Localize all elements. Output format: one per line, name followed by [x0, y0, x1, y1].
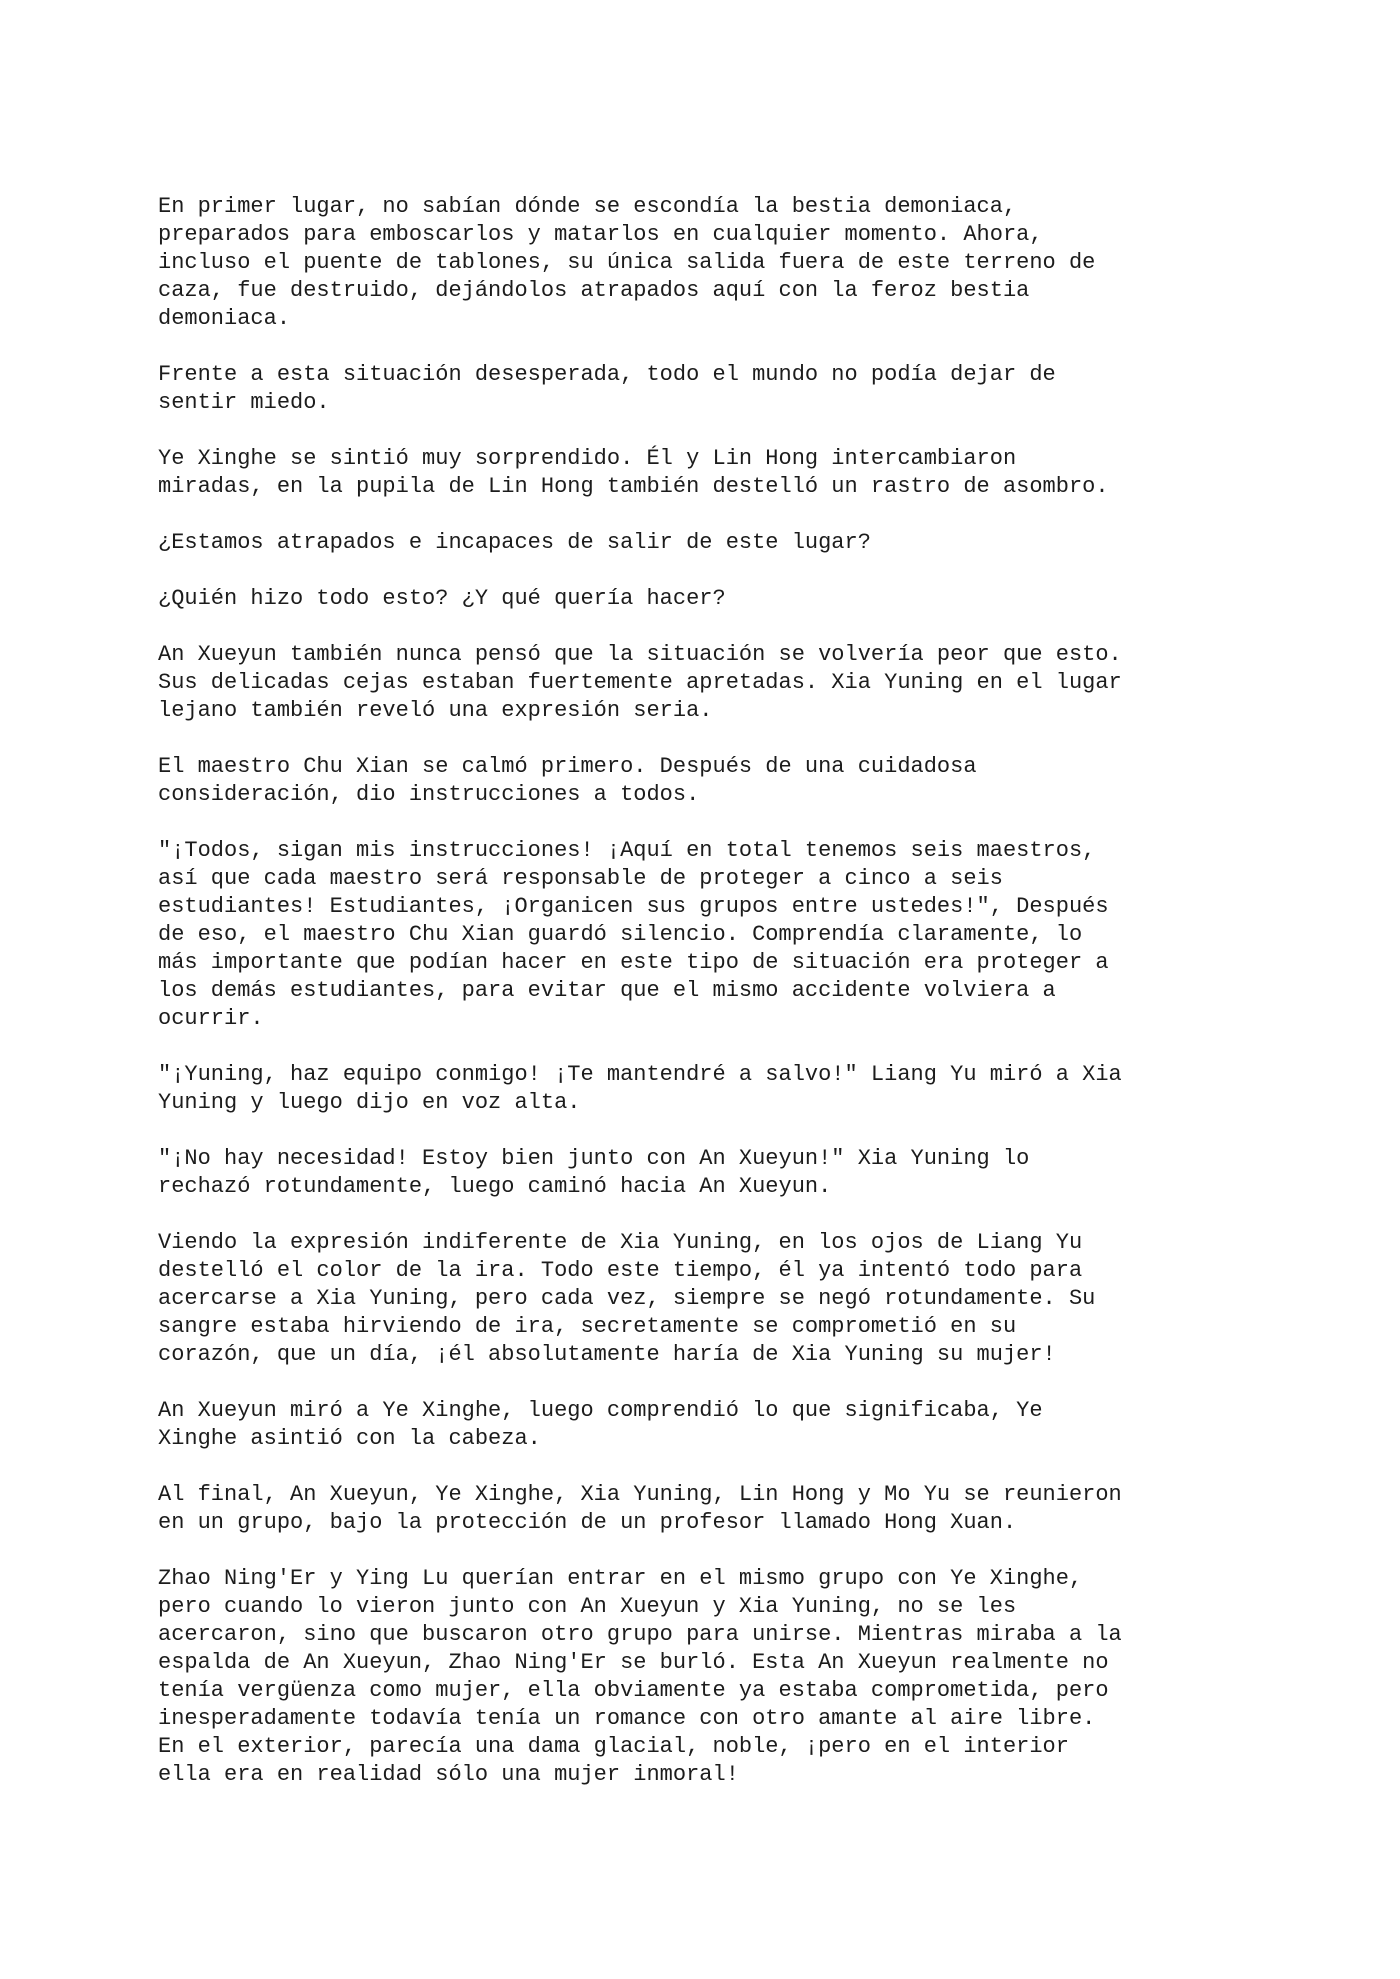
paragraph-line: en un grupo, bajo la protección de un profesor llamado Hong Xuan. [158, 1510, 1017, 1535]
paragraph-line: los demás estudiantes, para evitar que el mismo accidente volviera a [158, 978, 1056, 1003]
paragraph-line: de eso, el maestro Chu Xian guardó silencio. Comprendía claramente, lo [158, 922, 1083, 947]
paragraph-line: inesperadamente todavía tenía un romance con otro amante al aire libre. [158, 1706, 1096, 1731]
paragraph-line: Viendo la expresión indiferente de Xia Yuning, en los ojos de Liang Yu [158, 1230, 1083, 1255]
paragraph-line: ¿Quién hizo todo esto? ¿Y qué quería hacer? [158, 586, 726, 611]
paragraph [158, 193, 1288, 333]
paragraph-line: preparados para emboscarlos y matarlos en cualquier momento. Ahora, [158, 222, 1043, 247]
paragraph [158, 1229, 1288, 1369]
paragraph-line: estudiantes! Estudiantes, ¡Organicen sus grupos entre ustedes!", Después [158, 894, 1109, 919]
paragraph-line: El maestro Chu Xian se calmó primero. Después de una cuidadosa [158, 754, 977, 779]
paragraph-line: más importante que podían hacer en este tipo de situación era proteger a [158, 950, 1109, 975]
paragraph [158, 1397, 1288, 1453]
paragraph [158, 445, 1288, 501]
paragraph-line: An Xueyun también nunca pensó que la situación se volvería peor que esto. [158, 642, 1122, 667]
paragraph-line: caza, fue destruido, dejándolos atrapados aquí con la feroz bestia [158, 278, 1030, 303]
paragraph-line: espalda de An Xueyun, Zhao Ning'Er se burló. Esta An Xueyun realmente no [158, 1650, 1109, 1675]
paragraph-line: consideración, dio instrucciones a todos. [158, 782, 700, 807]
paragraph-line: miradas, en la pupila de Lin Hong también destelló un rastro de asombro. [158, 474, 1109, 499]
paragraph-line: rechazó rotundamente, luego caminó hacia An Xueyun. [158, 1174, 832, 1199]
paragraph-line: acercarse a Xia Yuning, pero cada vez, siempre se negó rotundamente. Su [158, 1286, 1096, 1311]
paragraph [158, 361, 1288, 417]
paragraph-line: Sus delicadas cejas estaban fuertemente apretadas. Xia Yuning en el lugar [158, 670, 1122, 695]
paragraph [158, 529, 1288, 557]
paragraph-line: Ye Xinghe se sintió muy sorprendido. Él y Lin Hong intercambiaron [158, 446, 1017, 471]
paragraph-line: destelló el color de la ira. Todo este tiempo, él ya intentó todo para [158, 1258, 1083, 1283]
paragraph [158, 837, 1288, 1033]
paragraph-line: ella era en realidad sólo una mujer inmoral! [158, 1762, 739, 1787]
paragraph [158, 1145, 1288, 1201]
document-body [158, 193, 1288, 1817]
paragraph-line: sangre estaba hirviendo de ira, secretamente se comprometió en su [158, 1314, 1017, 1339]
paragraph-line: corazón, que un día, ¡él absolutamente haría de Xia Yuning su mujer! [158, 1342, 1056, 1367]
paragraph [158, 641, 1288, 725]
paragraph-line: Yuning y luego dijo en voz alta. [158, 1090, 581, 1115]
paragraph-line: Xinghe asintió con la cabeza. [158, 1426, 541, 1451]
paragraph-line: acercaron, sino que buscaron otro grupo para unirse. Mientras miraba a la [158, 1622, 1122, 1647]
paragraph [158, 585, 1288, 613]
paragraph-line: sentir miedo. [158, 390, 330, 415]
paragraph-line: lejano también reveló una expresión seria. [158, 698, 713, 723]
paragraph-line: Al final, An Xueyun, Ye Xinghe, Xia Yuning, Lin Hong y Mo Yu se reunieron [158, 1482, 1122, 1507]
paragraph-line: incluso el puente de tablones, su única salida fuera de este terreno de [158, 250, 1096, 275]
paragraph-line: "¡No hay necesidad! Estoy bien junto con An Xueyun!" Xia Yuning lo [158, 1146, 1030, 1171]
paragraph-line: ¿Estamos atrapados e incapaces de salir de este lugar? [158, 530, 871, 555]
paragraph [158, 1061, 1288, 1117]
paragraph [158, 753, 1288, 809]
paragraph-line: An Xueyun miró a Ye Xinghe, luego comprendió lo que significaba, Ye [158, 1398, 1043, 1423]
paragraph [158, 1481, 1288, 1537]
paragraph-line: "¡Yuning, haz equipo conmigo! ¡Te mantendré a salvo!" Liang Yu miró a Xia [158, 1062, 1122, 1087]
paragraph-line: pero cuando lo vieron junto con An Xueyun y Xia Yuning, no se les [158, 1594, 1017, 1619]
paragraph-line: "¡Todos, sigan mis instrucciones! ¡Aquí en total tenemos seis maestros, [158, 838, 1096, 863]
paragraph-line: así que cada maestro será responsable de proteger a cinco a seis [158, 866, 1003, 891]
paragraph-line: Frente a esta situación desesperada, todo el mundo no podía dejar de [158, 362, 1056, 387]
paragraph-line: ocurrir. [158, 1006, 264, 1031]
paragraph-line: En primer lugar, no sabían dónde se escondía la bestia demoniaca, [158, 194, 1017, 219]
paragraph-line: Zhao Ning'Er y Ying Lu querían entrar en el mismo grupo con Ye Xinghe, [158, 1566, 1083, 1591]
paragraph-line: En el exterior, parecía una dama glacial, noble, ¡pero en el interior [158, 1734, 1069, 1759]
paragraph [158, 1565, 1288, 1789]
paragraph-line: demoniaca. [158, 306, 291, 331]
paragraph-line: tenía vergüenza como mujer, ella obviamente ya estaba comprometida, pero [158, 1678, 1109, 1703]
